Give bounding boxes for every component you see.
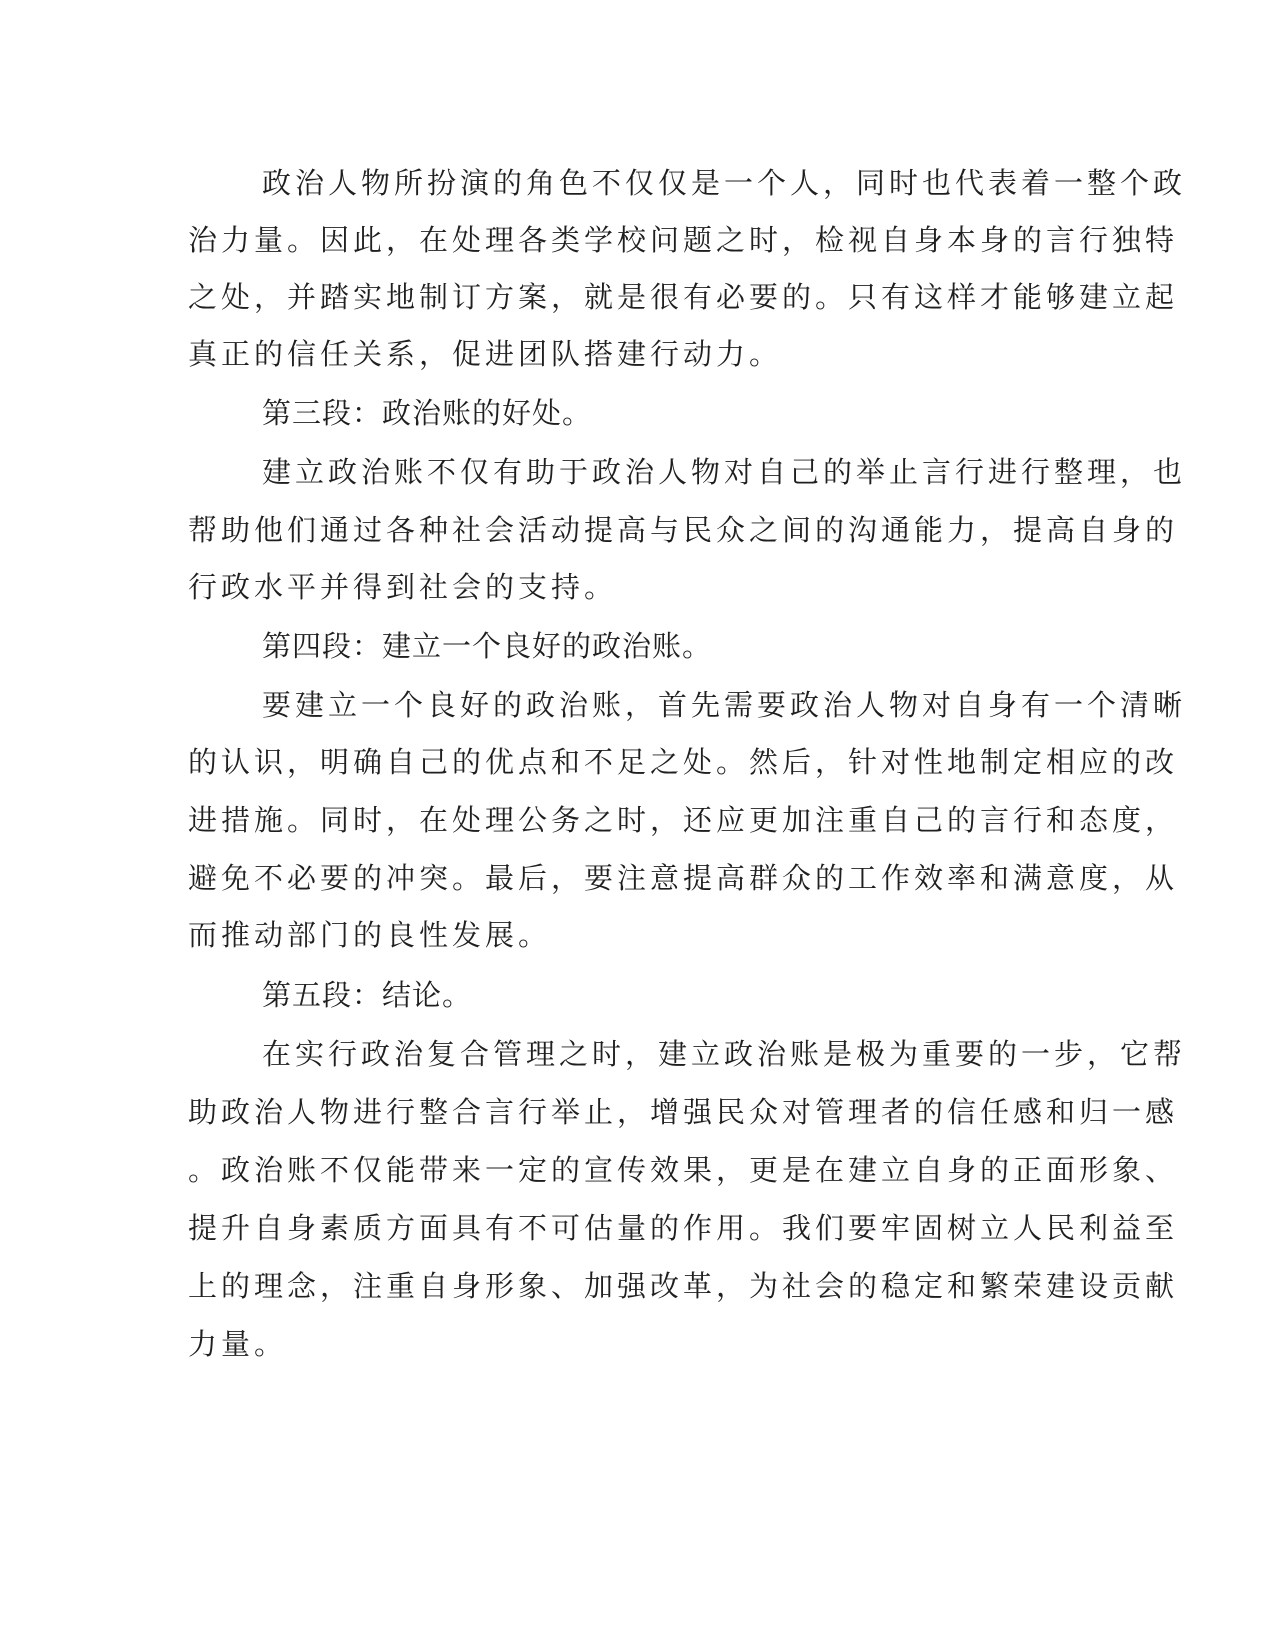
paragraph-2-line-2: 帮助他们通过各种社会活动提高与民众之间的沟通能力，提高自身的 xyxy=(188,513,1179,547)
paragraph-4-line-5: 上的理念，注重自身形象、加强改革，为社会的稳定和繁荣建设贡献 xyxy=(188,1269,1179,1303)
paragraph-3-line-1: 要建立一个良好的政治账，首先需要政治人物对自身有一个清晰 xyxy=(262,688,1187,722)
section-4-heading: 第四段：建立一个良好的政治账。 xyxy=(262,629,713,663)
paragraph-3-line-5: 而推动部门的良性发展。 xyxy=(188,918,552,952)
paragraph-3-line-4: 避免不必要的冲突。最后，要注意提高群众的工作效率和满意度，从 xyxy=(188,861,1179,895)
paragraph-1-line-3: 之处，并踏实地制订方案，就是很有必要的。只有这样才能够建立起 xyxy=(188,280,1179,314)
paragraph-4-line-1: 在实行政治复合管理之时，建立政治账是极为重要的一步，它帮 xyxy=(262,1037,1187,1071)
section-3-heading: 第三段：政治账的好处。 xyxy=(262,396,593,430)
paragraph-4-line-3: 。政治账不仅能带来一定的宣传效果，更是在建立自身的正面形象、 xyxy=(188,1153,1179,1187)
paragraph-1-line-4: 真正的信任关系，促进团队搭建行动力。 xyxy=(188,337,783,371)
paragraph-4-line-4: 提升自身素质方面具有不可估量的作用。我们要牢固树立人民利益至 xyxy=(188,1211,1179,1245)
paragraph-4-line-2: 助政治人物进行整合言行举止，增强民众对管理者的信任感和归一感 xyxy=(188,1095,1179,1129)
section-5-heading: 第五段：结论。 xyxy=(262,978,473,1012)
paragraph-2-line-3: 行政水平并得到社会的支持。 xyxy=(188,570,618,604)
paragraph-4-line-6: 力量。 xyxy=(188,1327,288,1361)
paragraph-2-line-1: 建立政治账不仅有助于政治人物对自己的举止言行进行整理，也 xyxy=(262,455,1187,489)
paragraph-3-line-2: 的认识，明确自己的优点和不足之处。然后，针对性地制定相应的改 xyxy=(188,745,1179,779)
paragraph-3-line-3: 进措施。同时，在处理公务之时，还应更加注重自己的言行和态度， xyxy=(188,803,1179,837)
paragraph-1-line-1: 政治人物所扮演的角色不仅仅是一个人，同时也代表着一整个政 xyxy=(262,166,1187,200)
paragraph-1-line-2: 治力量。因此，在处理各类学校问题之时，检视自身本身的言行独特 xyxy=(188,223,1179,257)
